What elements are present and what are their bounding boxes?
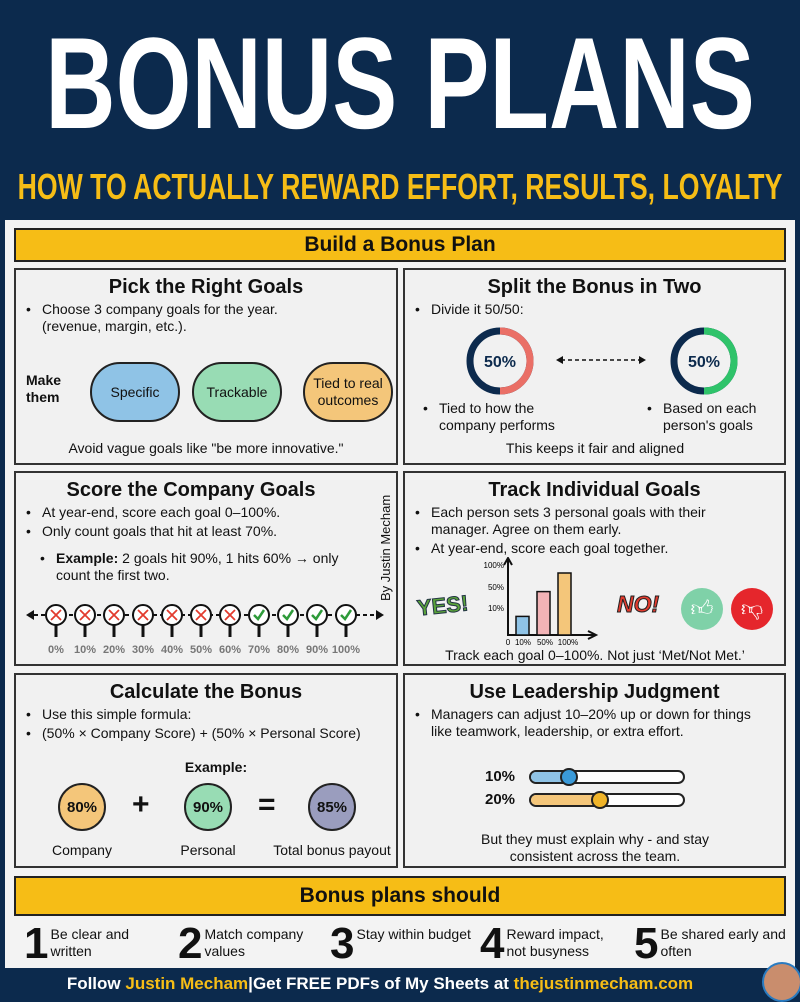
- score-example: [30, 550, 340, 584]
- byline: By Justin Mecham: [378, 494, 393, 601]
- item-text: Reward impact, not busyness: [506, 926, 604, 959]
- footer-follow: Follow: [66, 974, 126, 993]
- calc-formula: • (50% × Company Score) + (50% × Personal Score): [16, 725, 396, 742]
- tick-label: 70%: [247, 644, 271, 656]
- personal-label: Personal: [180, 842, 236, 858]
- personal-donut: [669, 326, 739, 396]
- split-note: This keeps it fair and aligned: [505, 440, 685, 456]
- slider-label: 20%: [485, 791, 516, 808]
- calc-title: Calculate the Bonus: [109, 681, 303, 703]
- score-bullet: • At year-end, score each goal 0–100%.: [16, 504, 356, 521]
- split-bullet: • Divide it 50/50:: [405, 301, 784, 318]
- tick-label: 40%: [160, 644, 184, 656]
- tick-label: 50%: [189, 644, 213, 656]
- x-tick-label: 0: [505, 638, 511, 647]
- pill-outcomes: Tied to real outcomes: [303, 362, 393, 422]
- track-title: Track Individual Goals: [488, 479, 701, 501]
- judgment-title: Use Leadership Judgment: [469, 681, 720, 703]
- should-item: [178, 919, 322, 968]
- adjust-slider[interactable]: [529, 770, 685, 784]
- score-box: [14, 471, 398, 666]
- tick-label: 0%: [48, 644, 64, 656]
- track-box: [403, 471, 786, 666]
- judgment-bullet: • Managers can adjust 10–20% up or down for things like teamwork, leadership, or extra effort.: [405, 706, 775, 740]
- personal-score: 90%: [184, 783, 232, 831]
- company-caption: • Tied to how the company performs: [413, 400, 563, 434]
- make-them-label: Make them: [26, 372, 62, 405]
- calc-box: [14, 673, 398, 868]
- check-icon: [307, 605, 327, 625]
- company-score: 80%: [58, 783, 106, 831]
- y-tick-label: 10%: [487, 604, 504, 613]
- bar: [558, 573, 571, 635]
- should-banner: Bonus plans should: [14, 876, 786, 916]
- no-sticker: NO!: [617, 591, 660, 617]
- track-bullet: • At year-end, score each goal together.: [405, 540, 784, 557]
- company-label: Company: [52, 842, 112, 858]
- tick-label: 90%: [305, 644, 329, 656]
- x-tick-label: 100%: [557, 638, 579, 647]
- company-donut-value: 50%: [483, 354, 517, 371]
- double-arrow-icon: [555, 354, 647, 366]
- tick-label: 30%: [131, 644, 155, 656]
- footer-cta: Get FREE PDFs of My Sheets at: [252, 974, 514, 993]
- pill-specific: Specific: [90, 362, 180, 422]
- example-text: 2 goals hit 90%, 1 hits 60% → only count the first two.: [56, 550, 339, 583]
- tick-label: 100%: [331, 644, 361, 656]
- goals-title: Pick the Right Goals: [108, 276, 304, 298]
- judgment-note: But they must explain why - and stay consistent across the team.: [481, 831, 709, 864]
- author-avatar: [762, 962, 800, 1002]
- tick-label: 20%: [102, 644, 126, 656]
- slider-knob[interactable]: [560, 768, 578, 786]
- x-tick-label: 10%: [514, 638, 532, 647]
- tick-label: 80%: [276, 644, 300, 656]
- goals-note: Avoid vague goals like "be more innovative.": [68, 440, 344, 456]
- y-tick-label: 50%: [487, 583, 504, 592]
- goal-bar-chart: [480, 557, 600, 647]
- calc-example-label: Example:: [184, 759, 248, 775]
- check-icon: [336, 605, 356, 625]
- thumbs-up-icon: 👍︎: [681, 588, 723, 630]
- plus-sign: +: [132, 788, 150, 821]
- track-note: Track each goal 0–100%. Not just ‘Met/Not Met.’: [445, 647, 745, 663]
- build-banner: Build a Bonus Plan: [14, 228, 786, 262]
- item-text: Match company values: [204, 926, 304, 959]
- total-label: Total bonus payout: [273, 842, 391, 858]
- track-bullet: • Each person sets 3 personal goals with their manager. Agree on them early.: [405, 504, 765, 538]
- bar: [537, 592, 550, 635]
- bar: [516, 616, 529, 635]
- footer-separator: |: [248, 974, 253, 993]
- item-number: 5: [634, 919, 659, 968]
- equals-sign: =: [258, 788, 276, 821]
- tick-label: 10%: [73, 644, 97, 656]
- calc-bullet: • Use this simple formula:: [16, 706, 396, 723]
- personal-caption: • Based on each person's goals: [637, 400, 785, 434]
- score-bullet: • Only count goals that hit at least 70%.: [16, 523, 356, 540]
- example-label: Example:: [56, 550, 119, 566]
- item-number: 2: [178, 919, 203, 968]
- item-text: Be shared early and often: [660, 926, 786, 959]
- split-title: Split the Bonus in Two: [487, 276, 702, 298]
- yes-sticker: YES!: [415, 590, 470, 621]
- pill-trackable: Trackable: [192, 362, 282, 422]
- should-item: [330, 919, 474, 968]
- item-number: 3: [330, 919, 355, 968]
- goals-box: [14, 268, 398, 465]
- y-tick-label: 100%: [483, 561, 504, 570]
- item-text: Be clear and written: [50, 926, 130, 959]
- split-box: [403, 268, 786, 465]
- check-icon: [249, 605, 269, 625]
- footer-name[interactable]: Justin Mecham: [125, 974, 249, 993]
- item-number: 4: [480, 919, 505, 968]
- x-tick-label: 50%: [536, 638, 554, 647]
- goals-bullet: • Choose 3 company goals for the year. (revenue, margin, etc.).: [16, 301, 316, 335]
- item-text: Stay within budget: [356, 926, 471, 942]
- page-subtitle: HOW TO ACTUALLY REWARD EFFORT, RESULTS, LOYALTY: [17, 166, 783, 207]
- item-number: 1: [24, 919, 49, 968]
- check-icon: [278, 605, 298, 625]
- thumbs-down-icon: 👎︎: [731, 588, 773, 630]
- total-score: 85%: [308, 783, 356, 831]
- should-item: [24, 919, 168, 968]
- should-item: [480, 919, 624, 968]
- personal-donut-value: 50%: [687, 354, 721, 371]
- score-title: Score the Company Goals: [66, 479, 316, 501]
- tick-label: 60%: [218, 644, 242, 656]
- should-item: [634, 919, 790, 968]
- page-title: BONUS PLANS: [45, 10, 755, 156]
- slider-label: 10%: [485, 768, 516, 785]
- footer: [0, 968, 760, 1000]
- judgment-box: [403, 673, 786, 868]
- footer-site-link[interactable]: thejustinmecham.com: [513, 974, 694, 993]
- score-timeline: [26, 599, 386, 665]
- company-donut: [465, 326, 535, 396]
